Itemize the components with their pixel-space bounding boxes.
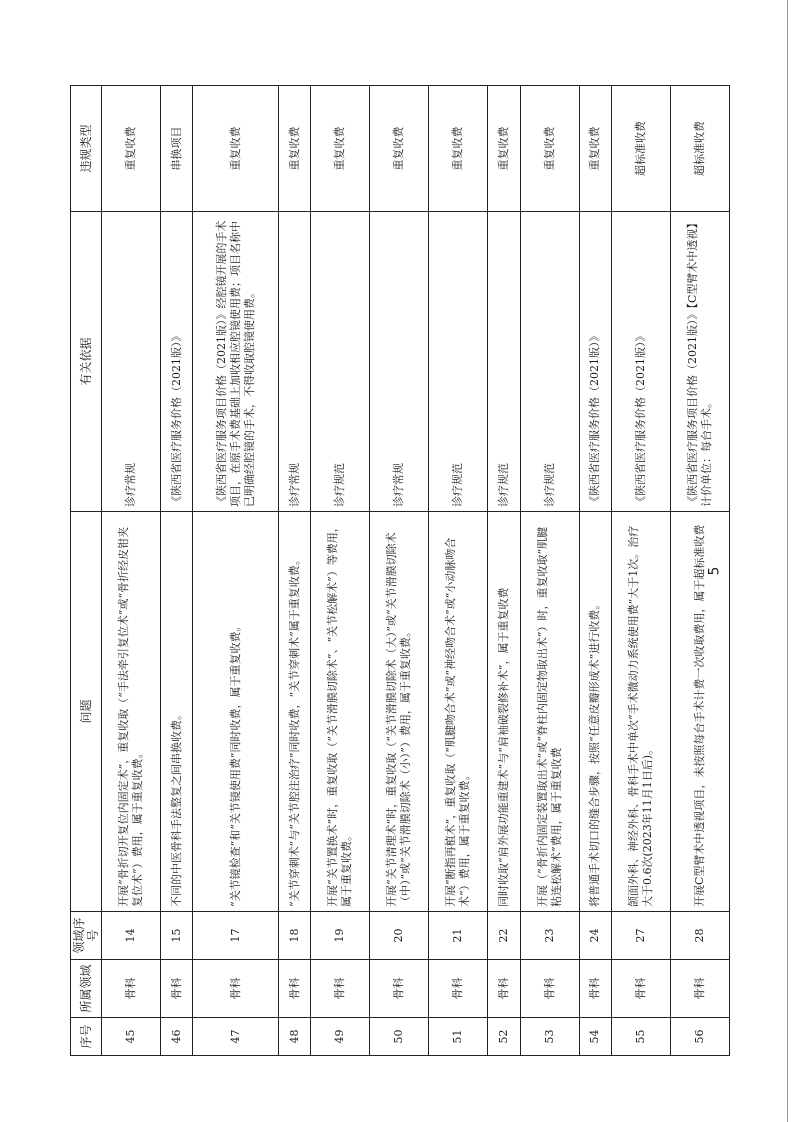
cell-seq: 50 <box>370 1018 429 1056</box>
header-domain-seq: 领域序号 <box>71 912 102 960</box>
cell-domain: 骨科 <box>102 960 161 1018</box>
cell-violation: 串换项目 <box>160 86 192 212</box>
cell-violation: 超标准收费 <box>611 86 670 212</box>
cell-seq: 52 <box>488 1018 520 1056</box>
header-domain: 所属领域 <box>71 960 102 1018</box>
cell-problem: 同时收取“肩外展功能重建术”与“肩袖破裂修补术”，属于重复收费 <box>488 512 520 912</box>
table-row <box>278 86 310 1056</box>
cell-violation: 超标准收费 <box>670 86 729 212</box>
cell-domain: 骨科 <box>429 960 488 1018</box>
cell-domain: 骨科 <box>670 960 729 1018</box>
cell-basis: 诊疗常规 <box>278 212 310 512</box>
cell-seq: 53 <box>520 1018 579 1056</box>
cell-seq: 55 <box>611 1018 670 1056</box>
cell-problem: 将普通手术切口的缝合步骤，按照“任意皮瓣形成术”进行收费。 <box>579 512 611 912</box>
cell-basis: 《陕西省医疗服务项目价格（2021版）》经腔镜开展的手术项目，在原手术费基础上加收相应腔镜使用费；项目名称中已明确经腔镜的手术，不得收取腔镜使用费。 <box>193 212 279 512</box>
header-violation: 违规类型 <box>71 86 102 212</box>
header-problem: 问题 <box>71 512 102 912</box>
cell-violation: 重复收费 <box>488 86 520 212</box>
cell-domain-seq: 23 <box>520 912 579 960</box>
cell-domain: 骨科 <box>520 960 579 1018</box>
table-row <box>611 86 670 1056</box>
cell-domain-seq: 18 <box>278 912 310 960</box>
cell-seq: 46 <box>160 1018 192 1056</box>
cell-problem: 开展“断指再植术”，重复收取（“肌腱吻合术”或“神经吻合术”或“小动脉吻合术”）费用，属于重复收费。 <box>429 512 488 912</box>
cell-seq: 49 <box>311 1018 370 1056</box>
header-basis: 有关依据 <box>71 212 102 512</box>
cell-problem: 开展“关节清理术”时，重复收取（“关节滑膜切除术（大）”或“关节滑膜切除术（中）”或“关节滑膜切除术（小）”）费用，属于重复收费。 <box>370 512 429 912</box>
cell-violation: 重复收费 <box>579 86 611 212</box>
table-row <box>160 86 192 1056</box>
cell-basis: 诊疗常规 <box>102 212 161 512</box>
cell-domain-seq: 22 <box>488 912 520 960</box>
cell-seq: 48 <box>278 1018 310 1056</box>
cell-domain-seq: 27 <box>611 912 670 960</box>
cell-domain-seq: 15 <box>160 912 192 960</box>
cell-basis: 《陕西省医疗服务项目价格（2021版）》【C型臂术中透视】计价单位：每台手术。 <box>670 212 729 512</box>
cell-violation: 重复收费 <box>278 86 310 212</box>
table-row <box>102 86 161 1056</box>
page-edge-line <box>787 0 788 1122</box>
cell-violation: 重复收费 <box>311 86 370 212</box>
cell-basis: 《陕西省医疗服务价格（2021版）》 <box>611 212 670 512</box>
cell-domain-seq: 24 <box>579 912 611 960</box>
table-row <box>429 86 488 1056</box>
cell-violation: 重复收费 <box>520 86 579 212</box>
cell-seq: 47 <box>193 1018 279 1056</box>
cell-seq: 54 <box>579 1018 611 1056</box>
cell-problem: 颌面外科、神经外科、骨科手术中单次“手术微动力系统使用费”大于1次。治疗大于0.6次(2023年11月1日后)。 <box>611 512 670 912</box>
cell-basis: 《陕西省医疗服务价格（2021版）》 <box>579 212 611 512</box>
cell-domain: 骨科 <box>193 960 279 1018</box>
cell-problem: “关节穿刺术”与“关节腔注治疗”同时收费，“关节穿刺术”属于重复收费。 <box>278 512 310 912</box>
cell-violation: 重复收费 <box>370 86 429 212</box>
cell-violation: 重复收费 <box>193 86 279 212</box>
cell-problem: “关节镜检查”和“关节镜使用费”同时收费，属于重复收费。 <box>193 512 279 912</box>
cell-domain: 骨科 <box>611 960 670 1018</box>
table-row <box>579 86 611 1056</box>
cell-domain-seq: 21 <box>429 912 488 960</box>
cell-seq: 45 <box>102 1018 161 1056</box>
cell-basis: 诊疗规范 <box>429 212 488 512</box>
cell-violation: 重复收费 <box>429 86 488 212</box>
cell-violation: 重复收费 <box>102 86 161 212</box>
table-row <box>193 86 279 1056</box>
cell-seq: 51 <box>429 1018 488 1056</box>
table-row <box>488 86 520 1056</box>
table-row <box>311 86 370 1056</box>
page-number: 5 <box>706 566 723 576</box>
cell-domain: 骨科 <box>488 960 520 1018</box>
rotated-table-container <box>70 86 730 1056</box>
cell-problem: 开展（“骨折内固定装置取出术”或“脊柱内固定物取出术”）时，重复收取“肌腱粘连松解术”费用，属于重复收费 <box>520 512 579 912</box>
header-seq: 序号 <box>71 1018 102 1056</box>
table-row <box>520 86 579 1056</box>
cell-basis: 《陕西省医疗服务价格（2021版）》 <box>160 212 192 512</box>
cell-problem: 不同的中医骨科手法整复之间串换收费。 <box>160 512 192 912</box>
cell-seq: 56 <box>670 1018 729 1056</box>
cell-problem: 开展“关节置换术”时，重复收取（“关节滑膜切除术”、“关节松解术”）等费用，属于重复收费。 <box>311 512 370 912</box>
table-header-row <box>71 86 102 1056</box>
cell-basis: 诊疗规范 <box>488 212 520 512</box>
cell-domain-seq: 28 <box>670 912 729 960</box>
cell-problem: 开展C型臂术中透视项目，未按照每台手术计费一次收取费用，属于超标准收费 <box>670 512 729 912</box>
cell-domain: 骨科 <box>311 960 370 1018</box>
cell-problem: 开展“骨折切开复位内固定术”，重复收取（“手法牵引复位术”或“骨折经皮钳夹复位术”）费用，属于重复收费。 <box>102 512 161 912</box>
cell-basis: 诊疗规范 <box>311 212 370 512</box>
cell-basis: 诊疗规范 <box>520 212 579 512</box>
cell-domain: 骨科 <box>370 960 429 1018</box>
violation-table <box>70 85 730 1056</box>
cell-domain: 骨科 <box>160 960 192 1018</box>
cell-domain: 骨科 <box>278 960 310 1018</box>
table-row <box>370 86 429 1056</box>
cell-domain: 骨科 <box>579 960 611 1018</box>
cell-domain-seq: 14 <box>102 912 161 960</box>
cell-basis: 诊疗常规 <box>370 212 429 512</box>
cell-domain-seq: 19 <box>311 912 370 960</box>
cell-domain-seq: 20 <box>370 912 429 960</box>
cell-domain-seq: 17 <box>193 912 279 960</box>
